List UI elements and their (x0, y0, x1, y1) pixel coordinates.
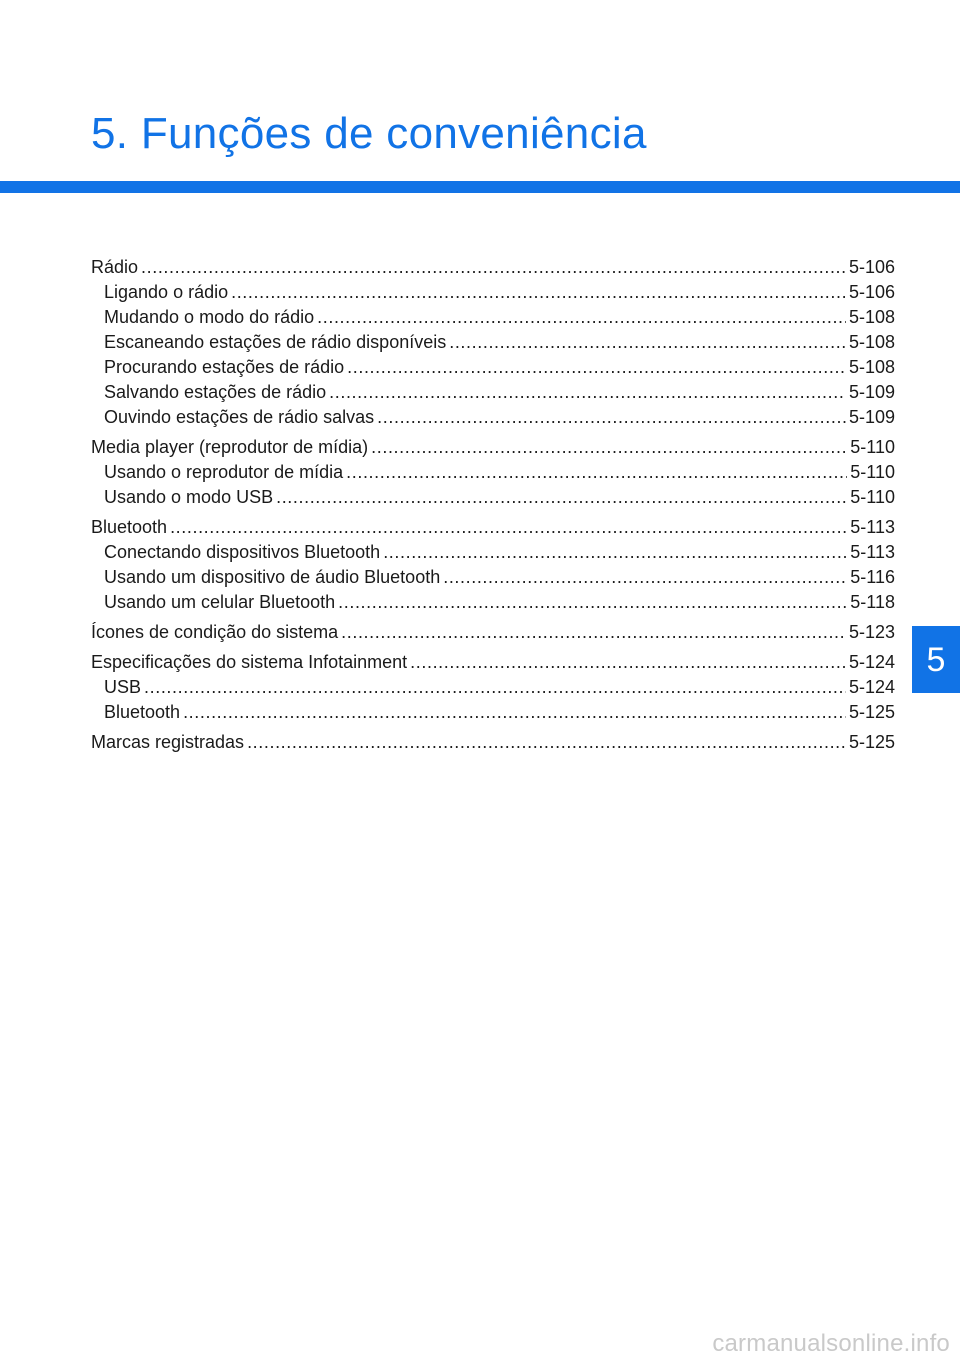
toc-page-number: 5-106 (848, 257, 895, 277)
toc-subentry[interactable] (91, 330, 895, 355)
toc-section (91, 620, 895, 645)
toc-entry-title: Procurando estações de rádio (104, 357, 345, 377)
toc-subentry[interactable] (91, 540, 895, 565)
toc-entry-title: Usando o modo USB (104, 487, 274, 507)
toc-page-number: 5-118 (850, 592, 895, 612)
toc-entry[interactable] (91, 515, 895, 540)
toc-entry[interactable] (91, 255, 895, 280)
toc-subentry[interactable] (91, 700, 895, 725)
toc-dot-leader (231, 280, 846, 305)
toc-subentry[interactable] (91, 305, 895, 330)
toc-page-number: 5-116 (850, 567, 895, 587)
toc-section (91, 255, 895, 430)
chapter-side-tab[interactable] (912, 626, 960, 693)
toc-entry-title: Bluetooth (91, 517, 168, 537)
toc-dot-leader (338, 590, 847, 615)
toc-dot-leader (329, 380, 846, 405)
toc-subentry[interactable] (91, 565, 895, 590)
toc-section (91, 435, 895, 510)
toc-entry[interactable] (91, 620, 895, 645)
toc-dot-leader (317, 305, 846, 330)
toc-subentry[interactable] (91, 380, 895, 405)
toc-entry-title: Bluetooth (104, 702, 181, 722)
toc-dot-leader (443, 565, 847, 590)
toc-page-number: 5-124 (848, 677, 895, 697)
toc-page-number: 5-110 (850, 462, 895, 482)
toc-dot-leader (371, 435, 847, 460)
toc-entry-title: Usando o reprodutor de mídia (104, 462, 344, 482)
toc-entry-title: Usando um celular Bluetooth (104, 592, 336, 612)
toc-dot-leader (377, 405, 846, 430)
toc-entry[interactable] (91, 650, 895, 675)
toc-page-number: 5-125 (848, 732, 895, 752)
toc-dot-leader (383, 540, 847, 565)
toc-page-number: 5-125 (848, 702, 895, 722)
toc-page-number: 5-106 (848, 282, 895, 302)
toc-page-number: 5-108 (848, 307, 895, 327)
toc-dot-leader (183, 700, 846, 725)
toc-entry[interactable] (91, 435, 895, 460)
toc-dot-leader (247, 730, 846, 755)
toc-section (91, 730, 895, 755)
toc-dot-leader (449, 330, 846, 355)
toc-subentry[interactable] (91, 675, 895, 700)
toc-page-number: 5-108 (848, 357, 895, 377)
toc-dot-leader (170, 515, 847, 540)
toc-page-number: 5-113 (850, 542, 895, 562)
toc-dot-leader (141, 255, 846, 280)
toc-entry-title: Rádio (91, 257, 139, 277)
toc-section (91, 515, 895, 615)
toc-entry-title: Especificações do sistema Infotainment (91, 652, 408, 672)
toc-entry-title: Ícones de condição do sistema (91, 622, 339, 642)
toc-dot-leader (347, 355, 846, 380)
toc-entry-title: Escaneando estações de rádio disponíveis (104, 332, 447, 352)
toc-entry-title: Conectando dispositivos Bluetooth (104, 542, 381, 562)
toc-dot-leader (410, 650, 846, 675)
toc-dot-leader (276, 485, 847, 510)
toc-entry-title: USB (104, 677, 142, 697)
toc-subentry[interactable] (91, 460, 895, 485)
toc-entry-title: Usando um dispositivo de áudio Bluetooth (104, 567, 441, 587)
table-of-contents (91, 255, 895, 760)
toc-section (91, 650, 895, 725)
toc-entry-title: Mudando o modo do rádio (104, 307, 315, 327)
toc-page-number: 5-109 (848, 382, 895, 402)
toc-entry-title: Ouvindo estações de rádio salvas (104, 407, 375, 427)
watermark: carmanualsonline.info (712, 1330, 950, 1357)
toc-entry-title: Media player (reprodutor de mídia) (91, 437, 369, 457)
toc-page-number: 5-110 (850, 437, 895, 457)
toc-dot-leader (346, 460, 847, 485)
toc-dot-leader (144, 675, 846, 700)
toc-entry-title: Marcas registradas (91, 732, 245, 752)
toc-entry[interactable] (91, 730, 895, 755)
toc-subentry[interactable] (91, 280, 895, 305)
toc-page-number: 5-123 (848, 622, 895, 642)
toc-page-number: 5-109 (848, 407, 895, 427)
toc-subentry[interactable] (91, 590, 895, 615)
chapter-tab-number: 5 (926, 640, 946, 679)
toc-page-number: 5-124 (848, 652, 895, 672)
toc-dot-leader (341, 620, 846, 645)
toc-subentry[interactable] (91, 405, 895, 430)
toc-page-number: 5-108 (848, 332, 895, 352)
toc-page-number: 5-110 (850, 487, 895, 507)
chapter-header-rule (0, 181, 960, 193)
toc-subentry[interactable] (91, 355, 895, 380)
chapter-title: 5. Funções de conveniência (91, 109, 647, 158)
toc-entry-title: Salvando estações de rádio (104, 382, 327, 402)
toc-subentry[interactable] (91, 485, 895, 510)
toc-page-number: 5-113 (850, 517, 895, 537)
toc-entry-title: Ligando o rádio (104, 282, 229, 302)
